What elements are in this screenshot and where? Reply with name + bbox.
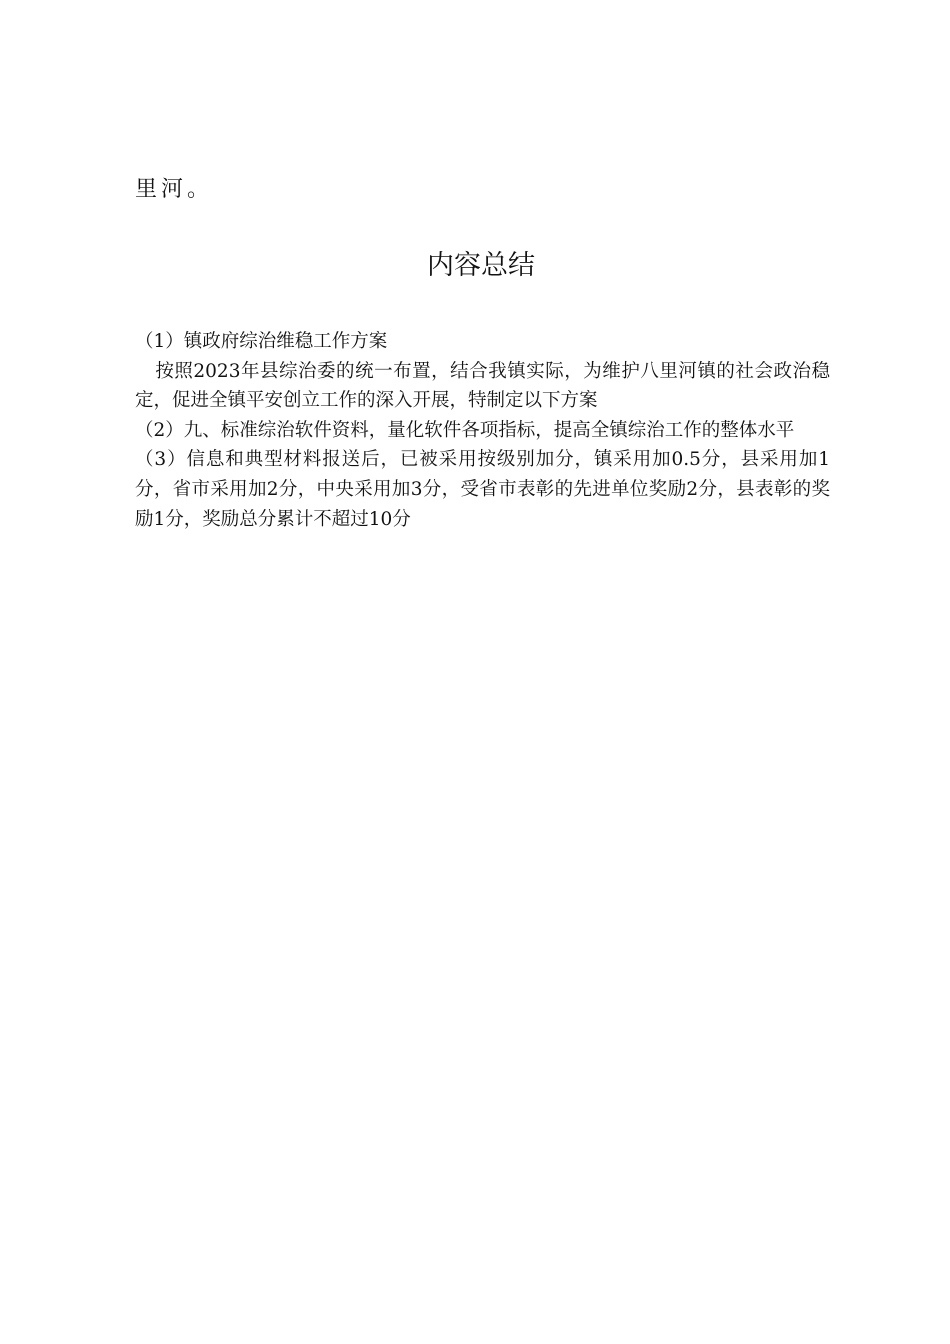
section-title: 内容总结	[427, 250, 535, 281]
summary-content	[135, 327, 830, 534]
summary-item-1-body: 按照2023年县综治委的统一布置，结合我镇实际，为维护八里河镇的社会政治稳定，促进全镇平安创立工作的深入开展，特制定以下方案	[135, 360, 830, 412]
summary-item-3: （3）信息和典型材料报送后，已被采用按级别加分，镇采用加0.5分，县采用加1分，省市采用加2分，中央采用加3分，受省市表彰的先进单位奖励2分，县表彰的奖励1分，奖励总分累计不超过10分	[135, 449, 830, 530]
summary-item-2: （2）九、标准综治软件资料，量化软件各项指标，提高全镇综治工作的整体水平	[135, 419, 795, 441]
carry-over-text: 里河。	[135, 177, 214, 202]
summary-item-1-heading: （1）镇政府综治维稳工作方案	[135, 331, 388, 352]
